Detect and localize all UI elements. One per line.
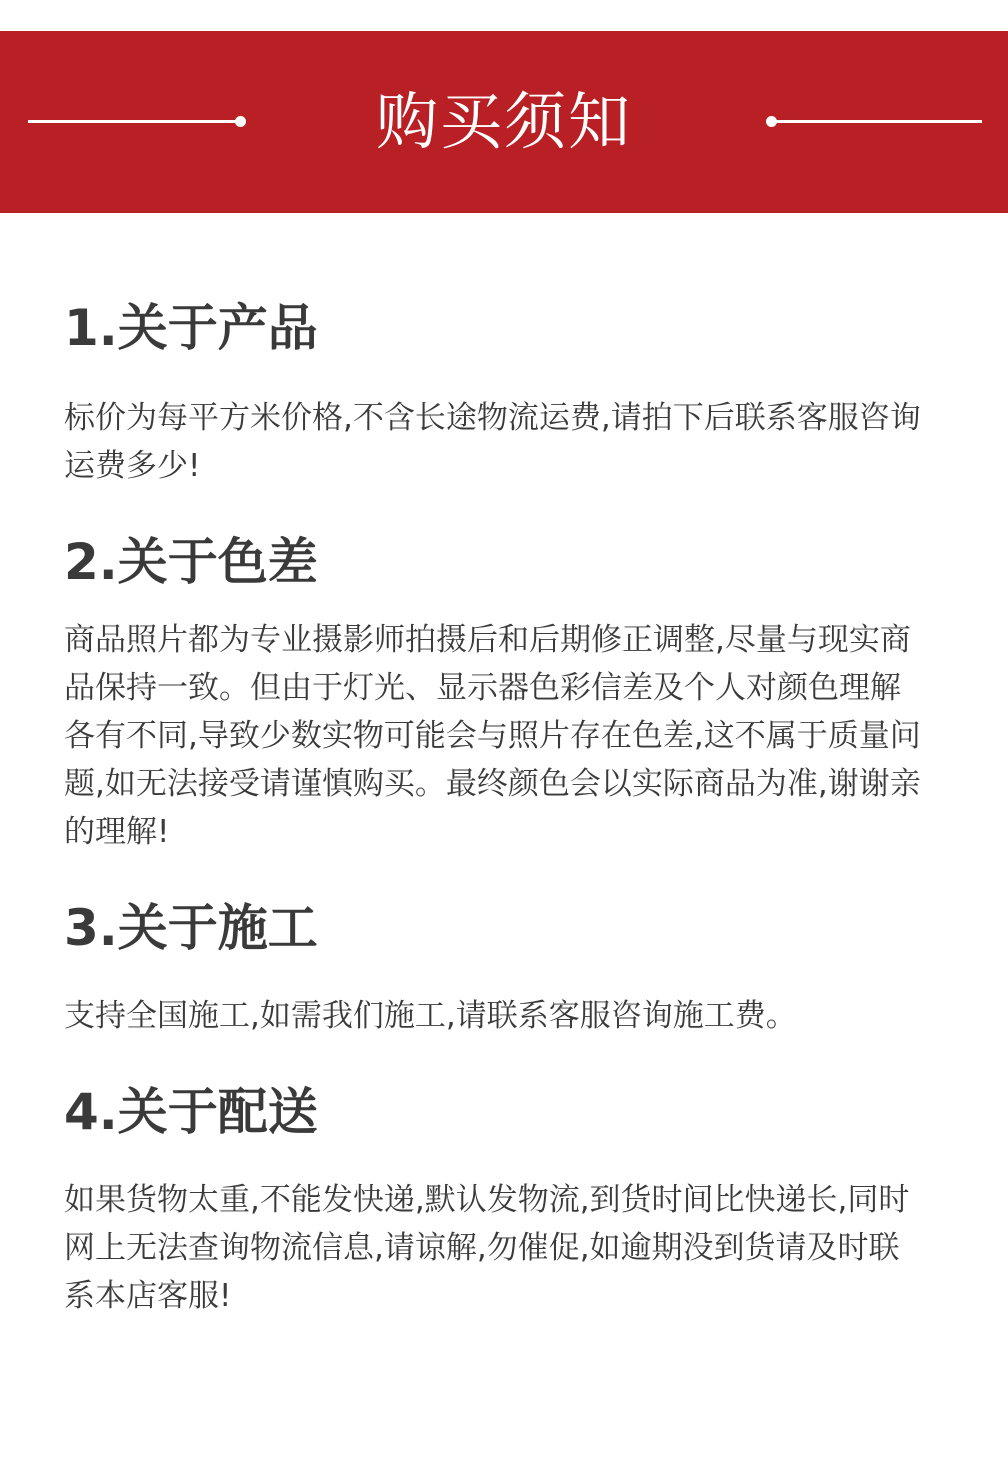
section-body (64, 616, 964, 856)
body-line: 题,如无法接受请谨慎购买。最终颜色会以实际商品为准,谢谢亲 (64, 766, 921, 802)
body-line: 系本店客服! (64, 1278, 232, 1314)
section-heading: 1.关于产品 (64, 299, 318, 357)
section-heading: 3.关于施工 (64, 899, 318, 957)
section-heading: 2.关于色差 (64, 533, 318, 591)
page-title: 购买须知 (375, 85, 632, 158)
section-heading: 4.关于配送 (64, 1083, 318, 1141)
body-line: 如果货物太重,不能发快递,默认发物流,到货时间比快递长,同时 (64, 1182, 910, 1218)
body-line: 商品照片都为专业摄影师拍摄后和后期修正调整,尽量与现实商 (64, 622, 911, 658)
body-line: 品保持一致。但由于灯光、显示器色彩信差及个人对颜色理解 (64, 670, 901, 706)
body-line: 网上无法查询物流信息,请谅解,勿催促,如逾期没到货请及时联 (64, 1230, 900, 1266)
section-body (64, 992, 964, 1040)
section-color-difference (64, 532, 964, 856)
body-line: 运费多少! (64, 448, 201, 484)
section-installation (64, 898, 964, 1040)
section-body (64, 1176, 964, 1320)
section-body (64, 394, 964, 490)
section-delivery (64, 1082, 964, 1320)
decorative-line-right (770, 120, 982, 123)
body-line: 各有不同,导致少数实物可能会与照片存在色差,这不属于质量问 (64, 718, 921, 754)
body-line: 支持全国施工,如需我们施工,请联系客服咨询施工费。 (64, 998, 797, 1034)
header-banner (0, 31, 1008, 213)
section-product (64, 298, 964, 490)
body-line: 的理解! (64, 814, 170, 850)
body-line: 标价为每平方米价格,不含长途物流运费,请拍下后联系客服咨询 (64, 400, 921, 436)
